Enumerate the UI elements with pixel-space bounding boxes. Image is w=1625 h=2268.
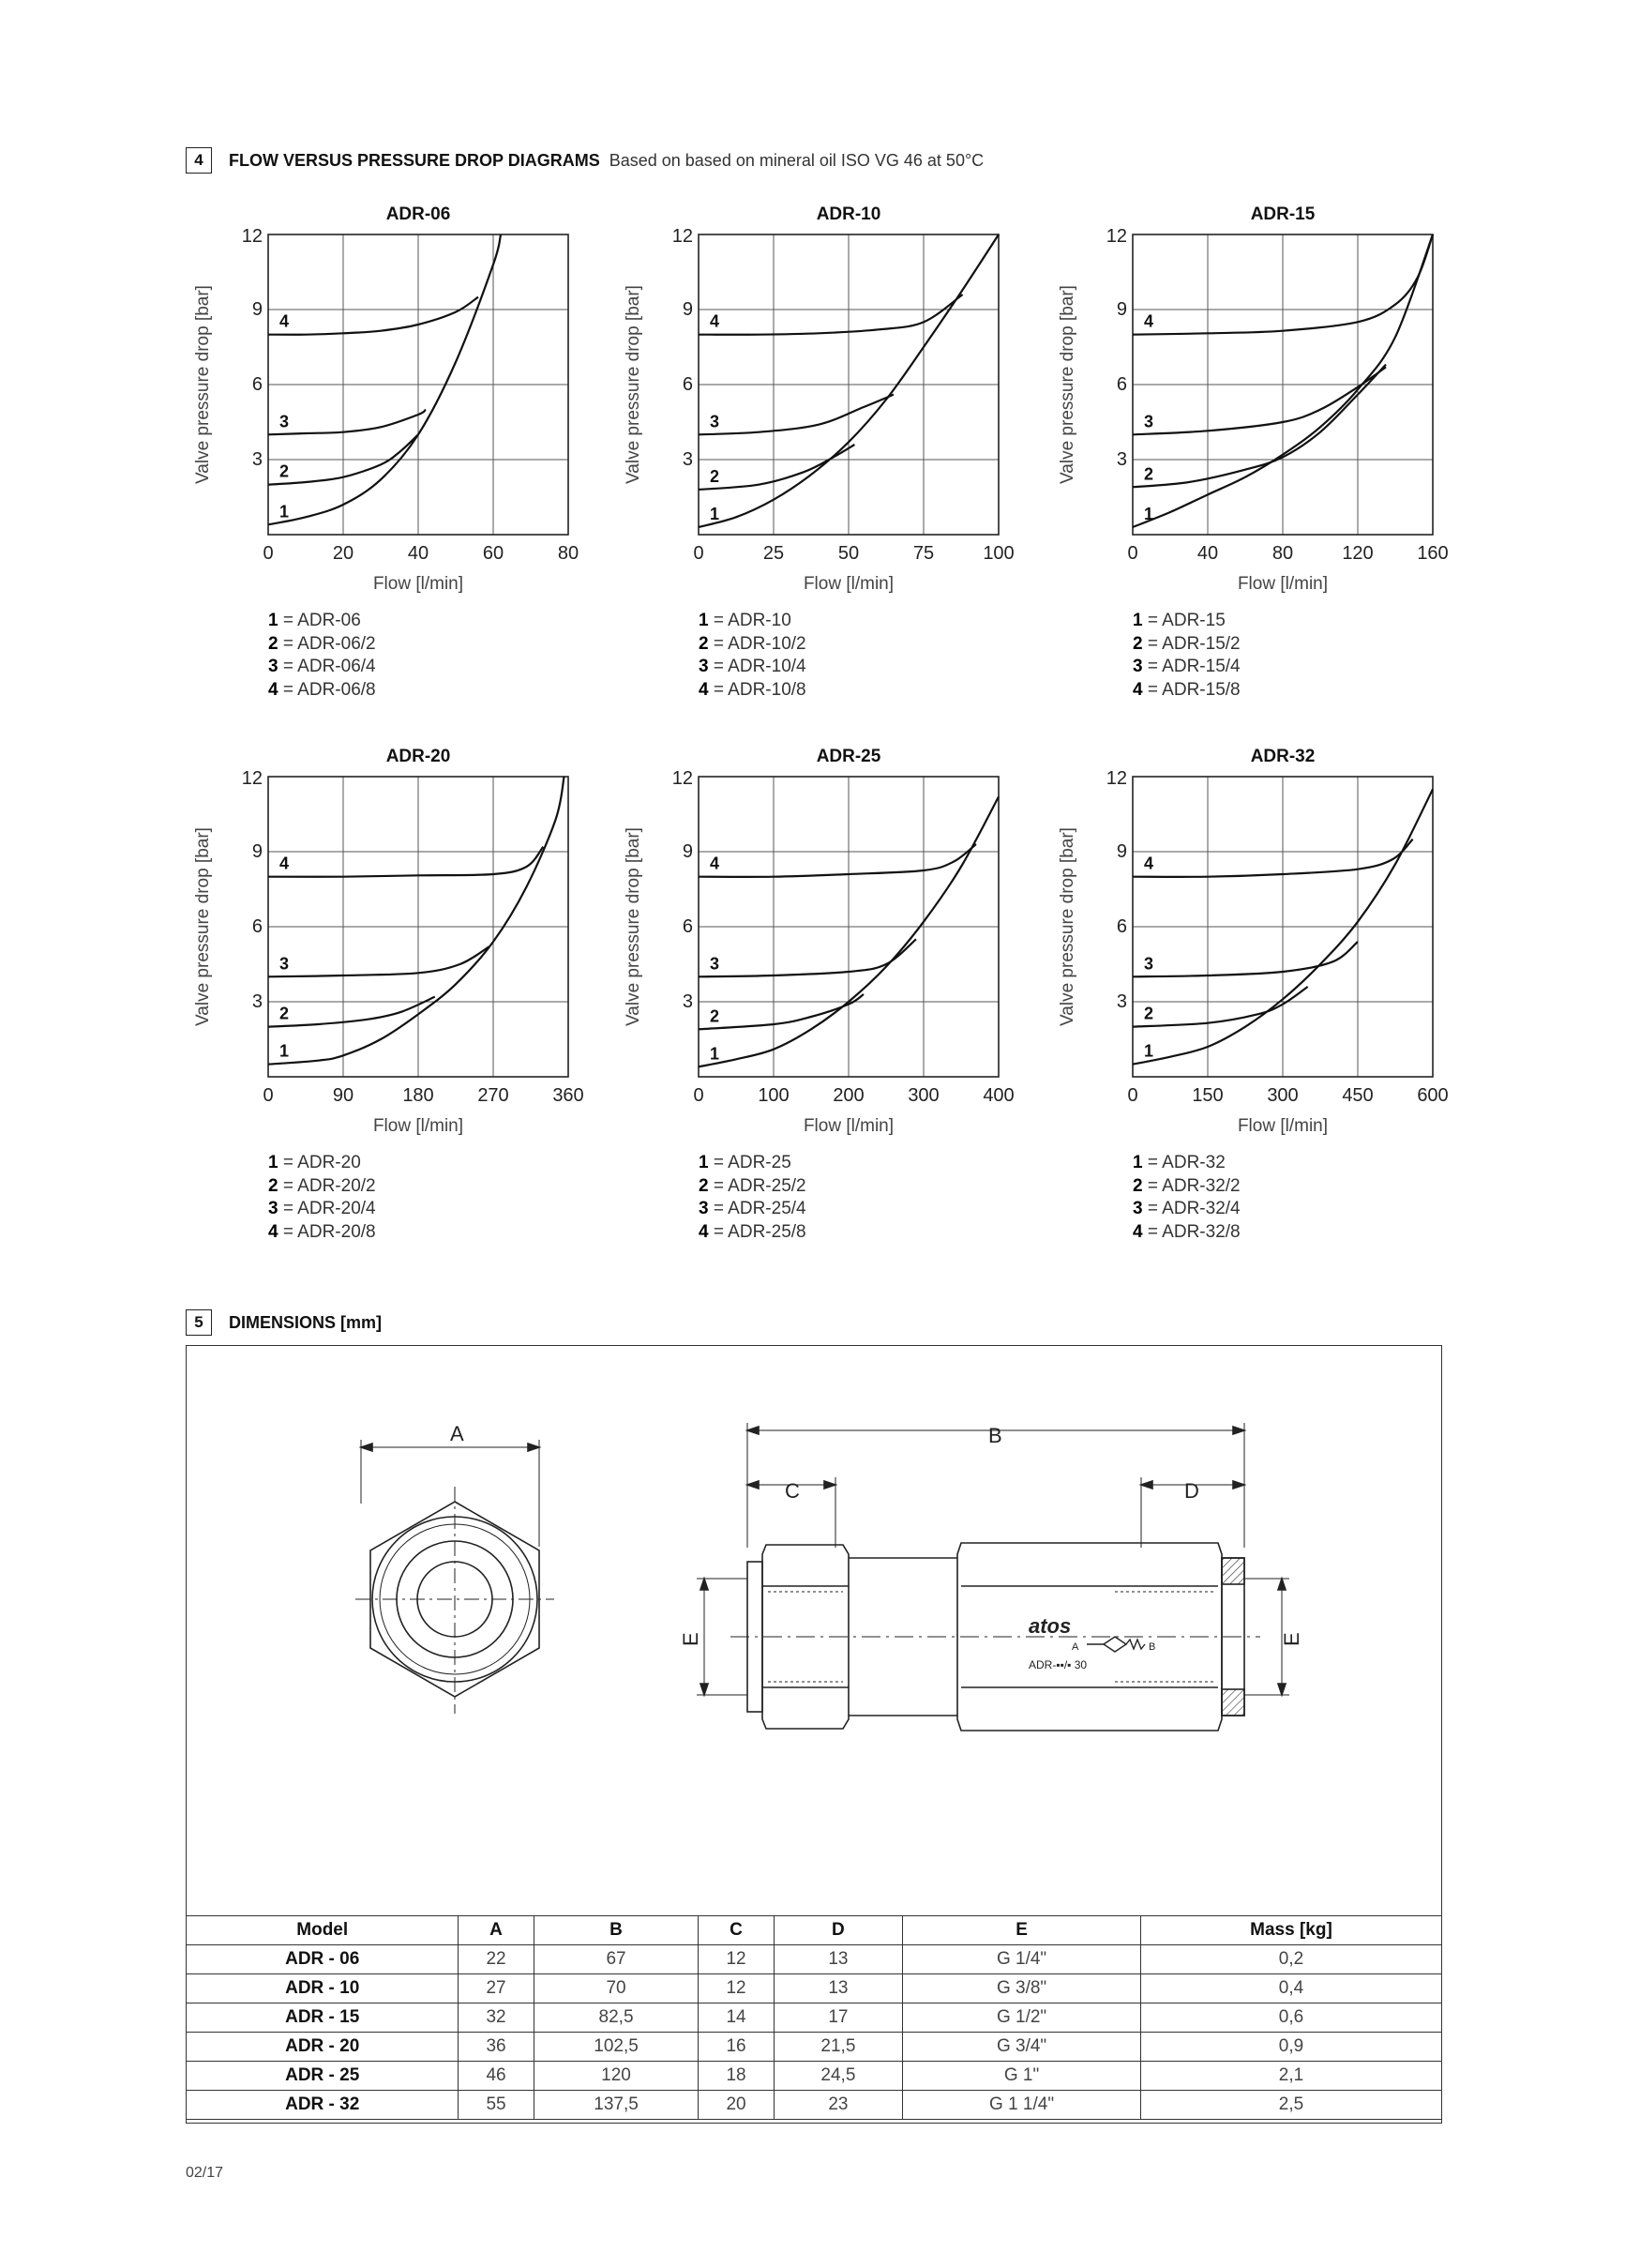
label-e-left: E — [679, 1632, 702, 1646]
x-axis-label: Flow [l/min] — [1237, 1116, 1329, 1136]
curve-label-3: 3 — [1144, 412, 1154, 431]
label-c: C — [785, 1479, 800, 1503]
y-tick-label: 12 — [241, 226, 263, 247]
table-cell: G 1 1/4" — [903, 2091, 1141, 2120]
legend-entry — [1133, 1221, 1241, 1245]
legend-text: = ADR-10/4 — [708, 657, 806, 676]
curve-label-2: 2 — [1144, 1004, 1154, 1023]
x-tick-label: 40 — [407, 543, 429, 564]
chart-plot — [188, 739, 600, 1152]
curve-label-1: 1 — [1144, 505, 1154, 523]
curve-label-3: 3 — [279, 412, 290, 431]
table-header-cell: Model — [187, 1916, 459, 1945]
x-tick-label: 100 — [758, 1085, 790, 1106]
label-a: A — [450, 1422, 464, 1445]
table-cell: 23 — [774, 2091, 903, 2120]
table-header-cell: Mass [kg] — [1140, 1916, 1441, 1945]
x-tick-label: 120 — [1342, 543, 1374, 564]
chart-legend — [268, 610, 376, 702]
label-d: D — [1184, 1479, 1199, 1503]
chart-adr-25 — [618, 739, 1031, 1246]
legend-number: 1 — [268, 1153, 278, 1172]
chart-legend — [699, 1152, 806, 1244]
table-row — [187, 2091, 1442, 2120]
y-tick-label: 6 — [1116, 374, 1127, 395]
x-tick-label: 60 — [482, 543, 504, 564]
chart-title: ADR-10 — [816, 204, 881, 224]
x-tick-label: 400 — [983, 1085, 1015, 1106]
legend-number: 2 — [268, 1175, 278, 1196]
series-line-2 — [699, 445, 854, 490]
valve-drawing — [187, 1346, 1441, 1918]
legend-text: = ADR-25/2 — [708, 1175, 806, 1196]
legend-entry — [268, 1175, 376, 1199]
y-tick-label: 6 — [251, 374, 263, 395]
legend-entry — [699, 633, 806, 657]
x-tick-label: 0 — [693, 1085, 704, 1106]
legend-entry — [268, 1198, 376, 1221]
legend-text: = ADR-15/4 — [1142, 657, 1241, 676]
legend-text: = ADR-20/4 — [278, 1199, 376, 1218]
legend-number: 4 — [268, 679, 278, 700]
x-tick-label: 160 — [1417, 543, 1449, 564]
legend-text: = ADR-10/8 — [708, 679, 806, 700]
series-line-4 — [699, 295, 963, 335]
legend-number: 1 — [1133, 611, 1143, 630]
chart-title: ADR-15 — [1250, 204, 1316, 224]
legend-number: 2 — [1133, 1175, 1143, 1196]
curve-label-2: 2 — [279, 461, 290, 481]
legend-entry — [699, 610, 806, 633]
series-line-2 — [1133, 987, 1308, 1027]
y-axis-label: Valve pressure drop [bar] — [193, 827, 213, 1026]
legend-number: 4 — [699, 1221, 709, 1242]
x-tick-label: 300 — [908, 1085, 940, 1106]
table-cell: 120 — [534, 2062, 699, 2091]
table-cell: 17 — [774, 2003, 903, 2033]
legend-text: = ADR-32/8 — [1142, 1221, 1241, 1242]
section-number: 5 — [186, 1309, 212, 1336]
legend-number: 4 — [699, 679, 709, 700]
legend-number: 1 — [699, 1153, 709, 1172]
legend-number: 4 — [268, 1221, 278, 1242]
y-axis-label: Valve pressure drop [bar] — [1058, 827, 1077, 1026]
y-axis-label: Valve pressure drop [bar] — [624, 827, 643, 1026]
chart-legend — [1133, 610, 1241, 702]
curve-label-2: 2 — [710, 467, 720, 486]
x-tick-label: 150 — [1192, 1085, 1224, 1106]
chart-plot — [618, 197, 1031, 610]
legend-number: 3 — [699, 657, 709, 676]
y-tick-label: 3 — [251, 991, 263, 1012]
curve-label-4: 4 — [1144, 854, 1154, 873]
legend-entry — [1133, 656, 1241, 679]
curve-label-4: 4 — [279, 854, 290, 873]
series-line-3 — [268, 410, 426, 435]
y-tick-label: 12 — [241, 768, 263, 789]
table-cell: 70 — [534, 1974, 699, 2003]
legend-text: = ADR-25/8 — [708, 1221, 806, 1242]
model-cell: ADR - 06 — [187, 1945, 459, 1974]
model-cell: ADR - 10 — [187, 1974, 459, 2003]
legend-entry — [1133, 1198, 1241, 1221]
port-b-label: B — [1149, 1641, 1156, 1653]
model-cell: ADR - 20 — [187, 2033, 459, 2062]
y-tick-label: 3 — [682, 991, 693, 1012]
legend-text: = ADR-32 — [1142, 1153, 1226, 1172]
y-tick-label: 6 — [682, 374, 693, 395]
table-cell: 24,5 — [774, 2062, 903, 2091]
x-tick-label: 270 — [477, 1085, 509, 1106]
curve-label-3: 3 — [710, 412, 720, 431]
curve-label-4: 4 — [710, 854, 720, 873]
x-axis-label: Flow [l/min] — [1237, 574, 1329, 594]
table-cell: 36 — [459, 2033, 534, 2062]
y-tick-label: 3 — [251, 449, 263, 470]
table-cell: 16 — [699, 2033, 774, 2062]
legend-text: = ADR-10/2 — [708, 633, 806, 654]
table-cell: 102,5 — [534, 2033, 699, 2062]
y-tick-label: 6 — [251, 916, 263, 937]
label-e-right: E — [1280, 1632, 1303, 1646]
legend-number: 2 — [1133, 633, 1143, 654]
legend-entry — [699, 656, 806, 679]
y-tick-label: 9 — [682, 299, 693, 320]
legend-text: = ADR-06 — [278, 611, 361, 630]
section-4-header — [186, 147, 984, 174]
legend-entry — [1133, 610, 1241, 633]
legend-entry — [268, 610, 376, 633]
table-cell: 20 — [699, 2091, 774, 2120]
chart-title: ADR-25 — [816, 747, 881, 766]
x-tick-label: 0 — [263, 543, 274, 564]
table-cell: 13 — [774, 1945, 903, 1974]
x-tick-label: 40 — [1196, 543, 1219, 564]
legend-entry — [1133, 679, 1241, 703]
legend-number: 3 — [1133, 1199, 1143, 1218]
legend-text: = ADR-20/8 — [278, 1221, 376, 1242]
table-cell: 0,2 — [1140, 1945, 1441, 1974]
chart-plot — [1052, 197, 1465, 610]
x-tick-label: 90 — [332, 1085, 354, 1106]
series-line-4 — [1133, 839, 1413, 877]
curve-label-2: 2 — [710, 1006, 720, 1026]
table-row — [187, 2062, 1442, 2091]
legend-number: 3 — [1133, 657, 1143, 676]
legend-entry — [699, 1175, 806, 1199]
x-axis-label: Flow [l/min] — [803, 1116, 895, 1136]
table-cell: 137,5 — [534, 2091, 699, 2120]
port-a-label: A — [1072, 1641, 1079, 1653]
x-axis-label: Flow [l/min] — [372, 574, 464, 594]
legend-entry — [699, 1198, 806, 1221]
section-subtitle: Based on based on mineral oil ISO VG 46 at 50°C — [609, 150, 985, 170]
x-tick-label: 0 — [1127, 543, 1138, 564]
series-line-2 — [268, 997, 435, 1027]
legend-number: 2 — [699, 633, 709, 654]
x-tick-label: 100 — [983, 543, 1015, 564]
y-tick-label: 3 — [1116, 449, 1127, 470]
legend-number: 4 — [1133, 679, 1143, 700]
series-line-2 — [699, 994, 864, 1029]
table-cell: G 1/2" — [903, 2003, 1141, 2033]
x-axis-label: Flow [l/min] — [803, 574, 895, 594]
legend-text: = ADR-32/4 — [1142, 1199, 1241, 1218]
table-header-row — [187, 1916, 1442, 1945]
legend-text: = ADR-15/2 — [1142, 633, 1241, 654]
table-cell: 0,4 — [1140, 1974, 1441, 2003]
table-header-cell: A — [459, 1916, 534, 1945]
legend-entry — [268, 1221, 376, 1245]
chart-adr-10 — [618, 197, 1031, 703]
x-tick-label: 75 — [912, 543, 935, 564]
table-header-cell: E — [903, 1916, 1141, 1945]
end-view — [355, 1440, 554, 1714]
table-cell: 12 — [699, 1945, 774, 1974]
table-cell: 2,5 — [1140, 2091, 1441, 2120]
table-cell: 82,5 — [534, 2003, 699, 2033]
series-line-1 — [268, 234, 501, 524]
side-view — [697, 1423, 1289, 1731]
series-line-4 — [268, 297, 478, 335]
y-tick-label: 9 — [682, 841, 693, 862]
y-tick-label: 9 — [1116, 299, 1127, 320]
curve-label-1: 1 — [710, 1044, 720, 1064]
legend-number: 3 — [268, 657, 278, 676]
x-tick-label: 0 — [1127, 1085, 1138, 1106]
table-cell: 2,1 — [1140, 2062, 1441, 2091]
section-title: FLOW VERSUS PRESSURE DROP DIAGRAMS — [229, 150, 600, 170]
table-cell: 46 — [459, 2062, 534, 2091]
chart-adr-15 — [1052, 197, 1465, 703]
table-cell: G 1" — [903, 2062, 1141, 2091]
x-tick-label: 0 — [263, 1085, 274, 1106]
x-tick-label: 180 — [402, 1085, 434, 1106]
legend-text: = ADR-06/4 — [278, 657, 376, 676]
legend-text: = ADR-06/8 — [278, 679, 376, 700]
series-line-4 — [268, 847, 543, 877]
x-tick-label: 0 — [693, 543, 704, 564]
legend-text: = ADR-15 — [1142, 611, 1226, 630]
legend-entry — [268, 679, 376, 703]
table-cell: 18 — [699, 2062, 774, 2091]
model-cell: ADR - 32 — [187, 2091, 459, 2120]
legend-entry — [268, 656, 376, 679]
series-line-4 — [699, 844, 976, 877]
legend-entry — [699, 679, 806, 703]
x-tick-label: 300 — [1267, 1085, 1299, 1106]
legend-number: 2 — [699, 1175, 709, 1196]
table-cell: G 3/8" — [903, 1974, 1141, 2003]
section-number: 4 — [186, 147, 212, 174]
y-tick-label: 9 — [251, 299, 263, 320]
table-cell: 21,5 — [774, 2033, 903, 2062]
legend-number: 1 — [1133, 1153, 1143, 1172]
x-axis-label: Flow [l/min] — [372, 1116, 464, 1136]
table-body — [187, 1945, 1442, 2120]
dimensions-table — [186, 1915, 1442, 2120]
valve-marking: ADR-▪▪/▪ 30 — [1029, 1658, 1088, 1671]
legend-entry — [1133, 1175, 1241, 1199]
legend-number: 1 — [268, 611, 278, 630]
table-cell: 55 — [459, 2091, 534, 2120]
table-header-cell: C — [699, 1916, 774, 1945]
legend-text: = ADR-25 — [708, 1153, 791, 1172]
chart-title: ADR-20 — [385, 747, 451, 766]
chart-legend — [1133, 1152, 1241, 1244]
table-row — [187, 1945, 1442, 1974]
x-tick-label: 200 — [833, 1085, 865, 1106]
x-tick-label: 25 — [762, 543, 785, 564]
table-cell: G 3/4" — [903, 2033, 1141, 2062]
legend-entry — [699, 1152, 806, 1175]
table-cell: 67 — [534, 1945, 699, 1974]
legend-text: = ADR-20/2 — [278, 1175, 376, 1196]
y-tick-label: 3 — [1116, 991, 1127, 1012]
series-line-3 — [699, 939, 916, 976]
legend-text: = ADR-15/8 — [1142, 679, 1241, 700]
series-line-1 — [268, 777, 564, 1065]
chart-legend — [268, 1152, 376, 1244]
table-cell: 27 — [459, 1974, 534, 2003]
table-row — [187, 1974, 1442, 2003]
legend-number: 4 — [1133, 1221, 1143, 1242]
model-cell: ADR - 25 — [187, 2062, 459, 2091]
table-cell: 12 — [699, 1974, 774, 2003]
table-cell: 22 — [459, 1945, 534, 1974]
y-tick-label: 12 — [1106, 226, 1127, 247]
y-tick-label: 9 — [1116, 841, 1127, 862]
table-cell: G 1/4" — [903, 1945, 1141, 1974]
legend-entry — [268, 1152, 376, 1175]
table-row — [187, 2033, 1442, 2062]
table-header-cell: B — [534, 1916, 699, 1945]
curve-label-3: 3 — [710, 954, 720, 974]
legend-number: 3 — [268, 1199, 278, 1218]
legend-text: = ADR-32/2 — [1142, 1175, 1241, 1196]
section-5-header — [186, 1309, 382, 1336]
chart-title: ADR-32 — [1250, 747, 1316, 766]
curve-label-4: 4 — [279, 311, 290, 331]
legend-text: = ADR-10 — [708, 611, 791, 630]
chart-legend — [699, 610, 806, 702]
chart-adr-06 — [188, 197, 600, 703]
legend-number: 3 — [699, 1199, 709, 1218]
curve-label-2: 2 — [279, 1004, 290, 1023]
legend-text: = ADR-20 — [278, 1153, 361, 1172]
chart-title: ADR-06 — [385, 204, 451, 224]
y-tick-label: 3 — [682, 449, 693, 470]
y-tick-label: 6 — [682, 916, 693, 937]
page-date: 02/17 — [186, 2165, 224, 2181]
table-header-cell: D — [774, 1916, 903, 1945]
brand-logo-text: atos — [1029, 1614, 1072, 1638]
chart-adr-20 — [188, 739, 600, 1246]
chart-plot — [618, 739, 1031, 1152]
y-axis-label: Valve pressure drop [bar] — [624, 285, 643, 484]
x-tick-label: 50 — [837, 543, 860, 564]
y-tick-label: 6 — [1116, 916, 1127, 937]
x-tick-label: 450 — [1342, 1085, 1374, 1106]
y-axis-label: Valve pressure drop [bar] — [1058, 285, 1077, 484]
chart-plot — [188, 197, 600, 610]
chart-plot — [1052, 739, 1465, 1152]
table-cell: 14 — [699, 2003, 774, 2033]
table-cell: 32 — [459, 2003, 534, 2033]
series-line-3 — [268, 946, 489, 976]
x-tick-label: 80 — [1271, 543, 1294, 564]
curve-label-3: 3 — [1144, 954, 1154, 974]
x-tick-label: 600 — [1417, 1085, 1449, 1106]
curve-label-4: 4 — [1144, 311, 1154, 331]
table-cell: 0,9 — [1140, 2033, 1441, 2062]
y-tick-label: 9 — [251, 841, 263, 862]
x-tick-label: 360 — [552, 1085, 584, 1106]
label-b: B — [988, 1424, 1002, 1447]
legend-entry — [268, 633, 376, 657]
curve-label-4: 4 — [710, 311, 720, 331]
y-tick-label: 12 — [671, 226, 693, 247]
table-cell: 0,6 — [1140, 2003, 1441, 2033]
curve-label-1: 1 — [1144, 1041, 1154, 1061]
x-tick-label: 20 — [332, 543, 354, 564]
y-axis-label: Valve pressure drop [bar] — [193, 285, 213, 484]
legend-entry — [1133, 1152, 1241, 1175]
curve-label-1: 1 — [279, 502, 290, 522]
legend-text: = ADR-06/2 — [278, 633, 376, 654]
legend-entry — [1133, 633, 1241, 657]
curve-label-1: 1 — [279, 1041, 290, 1061]
legend-entry — [699, 1221, 806, 1245]
legend-number: 2 — [268, 633, 278, 654]
y-tick-label: 12 — [671, 768, 693, 789]
curve-label-2: 2 — [1144, 464, 1154, 484]
x-tick-label: 80 — [557, 543, 579, 564]
series-line-3 — [699, 395, 894, 435]
legend-text: = ADR-25/4 — [708, 1199, 806, 1218]
table-row — [187, 2003, 1442, 2033]
table-cell: 13 — [774, 1974, 903, 2003]
legend-number: 1 — [699, 611, 709, 630]
curve-label-3: 3 — [279, 954, 290, 974]
chart-adr-32 — [1052, 739, 1465, 1246]
y-tick-label: 12 — [1106, 768, 1127, 789]
section-title: DIMENSIONS [mm] — [229, 1312, 383, 1332]
curve-label-1: 1 — [710, 505, 720, 523]
model-cell: ADR - 15 — [187, 2003, 459, 2033]
